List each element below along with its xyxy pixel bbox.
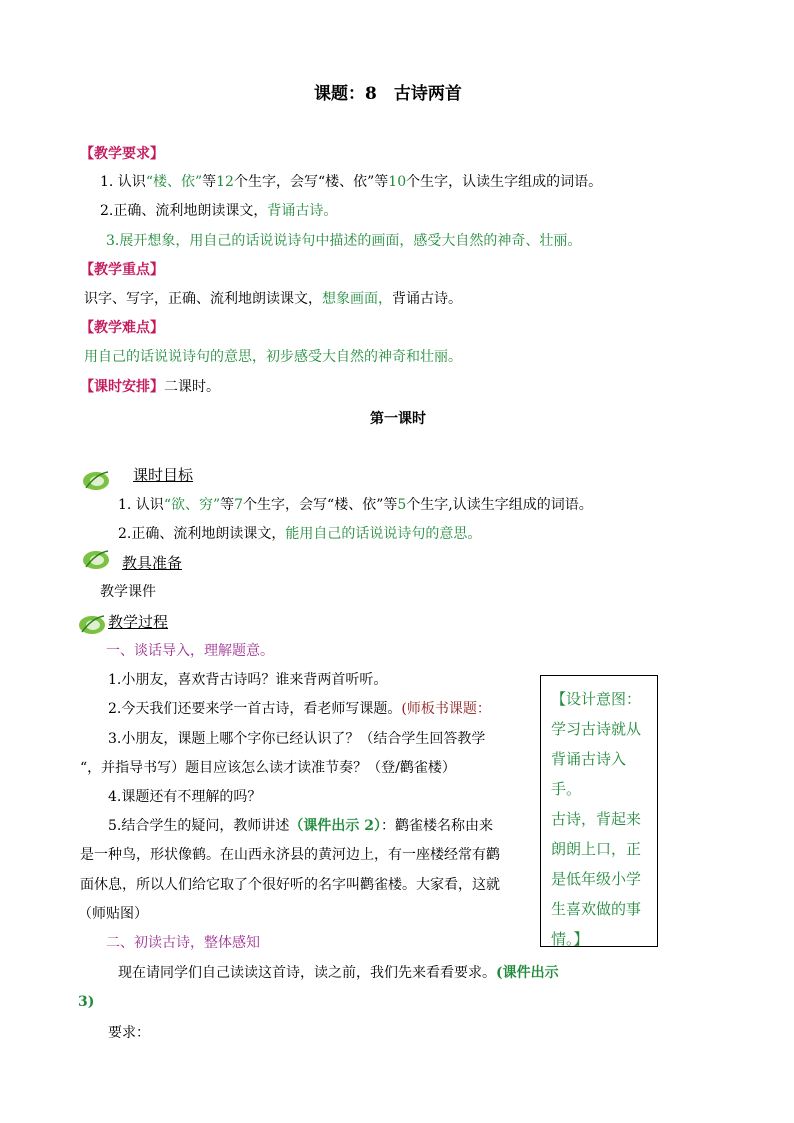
- process-para-6: 现在请同学们自己读读这首诗，读之前，我们先来看看要求。(课件出示: [118, 965, 559, 981]
- process-para-5: 5.结合学生的疑问，教师讲述（课件出示 2）：鹳雀楼名称由来: [108, 818, 493, 834]
- difficulty-heading: 【教学难点】: [80, 320, 164, 336]
- page-title: 课题：8 古诗两首: [314, 84, 462, 104]
- process-para-7: 要求：: [108, 1025, 150, 1041]
- requirements-heading: 【教学要求】: [80, 146, 164, 162]
- leaf-bullet-icon: [80, 545, 112, 571]
- leaf-bullet-icon: [76, 610, 108, 636]
- tools-text: 教学课件: [100, 584, 156, 600]
- difficulty-text: 用自己的话说说诗句的意思，初步感受大自然的神奇和壮丽。: [84, 349, 462, 365]
- design-note-line: 古诗，背起来: [551, 810, 642, 828]
- tools-heading: 教具准备: [122, 554, 183, 572]
- leaf-bullet-icon: [80, 466, 112, 492]
- design-note-line: 学习古诗就从: [551, 720, 642, 738]
- process-para-5-line3: 面休息，所以人们给它取了个很好听的名字叫鹳雀楼。大家看，这就: [80, 877, 500, 893]
- design-note-line: 背诵古诗入手。: [551, 750, 627, 798]
- design-note-line: 生喜欢做的事: [551, 900, 642, 918]
- requirement-item-3: 3.展开想象，用自己的话说说诗句中描述的画面，感受大自然的神奇、壮丽。: [106, 233, 582, 249]
- goal-item-1: 1. 认识“欲、穷”等7个生字，会写“楼、依”等5个生字,认读生字组成的词语。: [118, 497, 593, 513]
- process-para-5-line2: 是一种鸟，形状像鹤。在山西永济县的黄河边上，有一座楼经常有鹳: [80, 847, 500, 863]
- goals-heading: 课时目标: [133, 466, 194, 484]
- design-note-line: 朗朗上口，正: [551, 840, 642, 858]
- process-para-3-cont: “，并指导书写）题目应该怎么读才读准节奏？（登/鹳雀楼）: [80, 760, 456, 776]
- focus-heading: 【教学重点】: [80, 262, 164, 278]
- design-note-box: [540, 675, 658, 947]
- process-part-1: 一、谈话导入，理解题意。: [106, 643, 274, 659]
- process-heading: 教学过程: [108, 613, 169, 631]
- design-note-line: 情。】: [551, 930, 589, 948]
- process-para-6-cont: 3): [78, 994, 95, 1010]
- process-para-3: 3.小朋友，课题上哪个字你已经认识了？（结合学生回答教学: [108, 731, 486, 747]
- requirement-item-1: 1. 认识“楼、依”等12个生字，会写“楼、依”等10个生字，认读生字组成的词语。: [100, 174, 603, 190]
- process-para-1: 1.小朋友，喜欢背古诗吗？谁来背两首听听。: [108, 672, 388, 688]
- design-note-line: 【设计意图：: [551, 690, 642, 708]
- process-para-5-line4: （师贴图）: [78, 906, 148, 922]
- focus-text: 识字、写字，正确、流利地朗读课文，想象画面，背诵古诗。: [84, 291, 462, 307]
- requirement-item-2: 2.正确、流利地朗读课文，背诵古诗。: [100, 203, 338, 219]
- process-para-2: 2.今天我们还要来学一首古诗，看老师写课题。(师板书课题：: [108, 701, 491, 717]
- process-para-4: 4.课题还有不理解的吗？: [108, 789, 262, 805]
- goal-item-2: 2.正确、流利地朗读课文，能用自己的话说说诗句的意思。: [118, 526, 482, 542]
- design-note-line: 是低年级小学: [551, 870, 642, 888]
- lesson-title: 第一课时: [370, 411, 426, 427]
- schedule-row: 【课时安排】二课时。: [80, 379, 220, 395]
- process-part-2: 二、初读古诗，整体感知: [106, 935, 260, 951]
